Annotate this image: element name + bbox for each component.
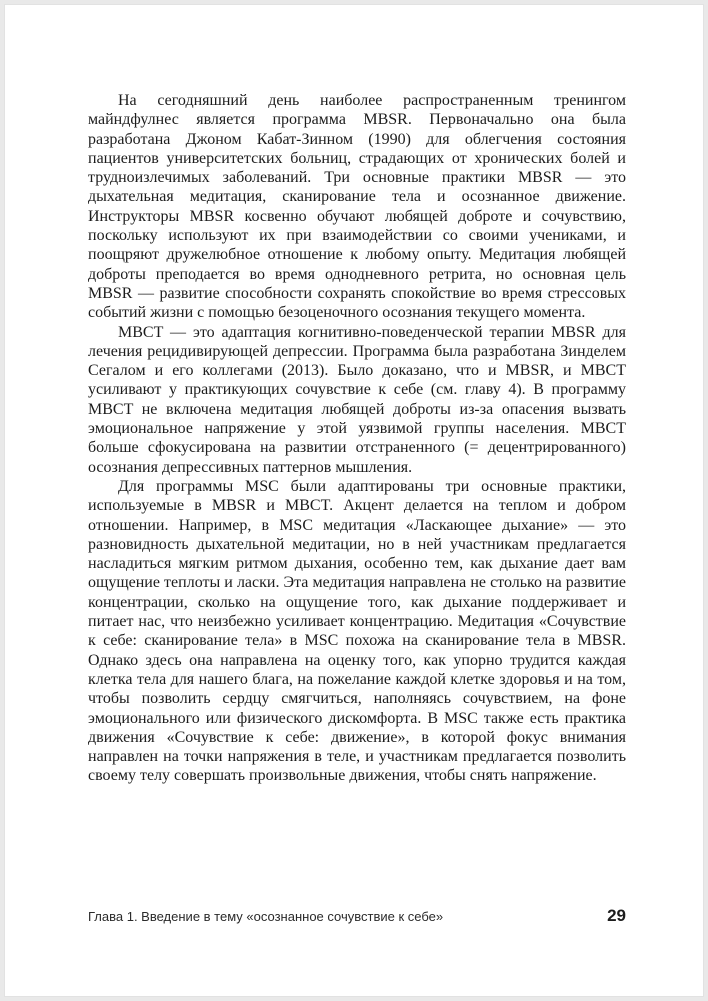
footer-page-number: 29 xyxy=(607,906,626,925)
page-text-block xyxy=(88,91,626,786)
book-page xyxy=(5,5,703,996)
paragraph-1: На сегодняшний день наиболее распространенным тренингом майндфулнес является программа MBSR. Первоначально она была разработана Джоном Кабат-Зинном (1990) для облегчения состояния пациентов университетских больниц, страдающих от хронических болей и трудноизлечимых заболеваний. Три основные практики MBSR — это дыхательная медитация, сканирование тела и осознанное движение. Инструкторы MBSR косвенно обучают любящей доброте и сочувствию, поскольку используют их при взаимодействии со своими учениками, и поощряют дружелюбное отношение к любому опыту. Медитация любящей доброты преподается во время однодневного ретрита, но основная цель MBSR — развитие способности сохранять спокойствие во время стрессовых событий жизни с помощью безоценочного осознания текущего момента. xyxy=(88,92,626,322)
paragraph-2: MBCT — это адаптация когнитивно-поведенческой терапии MBSR для лечения рецидивирующей депрессии. Программа была разработана Зинделем Сегалом и его коллегами (2013). Было доказано, что и MBSR, и MBCT усиливают у практикующих сочувствие к себе (см. главу 4). В программу MBCT не включена медитация любящей доброты из-за опасения вызвать эмоциональное напряжение у этой уязвимой группы населения. MBCT больше сфокусирована на развитии отстраненного (= децентрированного) осознания депрессивных паттернов мышления. xyxy=(88,323,626,476)
paragraph-3: Для программы MSC были адаптированы три основные практики, используемые в MBSR и MBCT. Акцент делается на теплом и добром отношении. Например, в MSC медитация «Ласкающее дыхание» — это разновидность дыхательной медитации, но в ней участникам предлагается насладиться мягким ритмом дыхания, особенно тем, как дыхание дает вам ощущение теплоты и ласки. Эта медитация направлена не столько на развитие концентрации, сколько на ощущение того, как дыхание поддерживает и питает нас, что неизбежно усиливает концентрацию. Медитация «Сочувствие к себе: сканирование тела» в MSC похожа на сканирование тела в MBSR. Однако здесь она направлена на оценку того, как упорно трудится каждая клетка тела для нашего блага, на пожелание каждой клетке здоровья и на том, чтобы позволить сердцу смягчиться, наполняясь сочувствием, на фоне эмоционального или физического дискомфорта. В MSC также есть практика движения «Сочувствие к себе: движение», в которой фокус внимания направлен на точки напряжения в теле, и участникам предлагается позволить своему телу совершать произвольные движения, чтобы снять напряжение. xyxy=(88,477,626,785)
page-footer xyxy=(88,906,626,926)
footer-chapter-title: Глава 1. Введение в тему «осознанное сочувствие к себе» xyxy=(88,909,444,924)
